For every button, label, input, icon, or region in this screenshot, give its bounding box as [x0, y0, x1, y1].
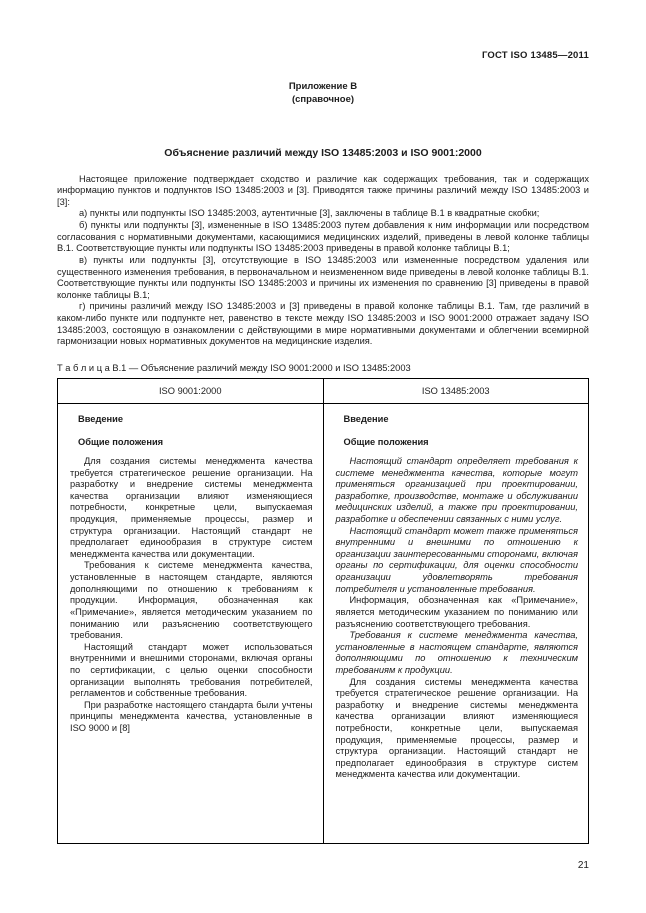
- appendix-heading: [57, 81, 589, 107]
- intro-text: [57, 174, 589, 348]
- intro-paragraph: в) пункты или подпункты [3], отсутствующие в ISO 13485:2003 или измененные посредством удаления или существенного изменения требования, в первоначальном и неизмененном виде приведены в левой колонке таблицы В.1. Соответствующие пункты или подпункты ISO 13485:2003 и причины их изменения по сравнению [3] приведены в правой колонке таблицы В.1;: [57, 254, 589, 300]
- document-code: ГОСТ ISO 13485—2011: [481, 50, 589, 61]
- section-title: Объяснение различий между ISO 13485:2003 и ISO 9001:2000: [164, 146, 482, 159]
- cell-paragraph: Настоящий стандарт может также применяться внутренними и внешними по отношению к организации заинтересованными сторонами, включая органы по сертификации, для оценки способности организации удовлетворять требования потребителя и установленные требования.: [335, 525, 578, 594]
- intro-paragraph: б) пункты или подпункты [3], измененные в ISO 13485:2003 путем добавления к ним информации или посредством согласования с нормативными документами, касающимися медицинских изделий, приведены в левой колонке таблицы В.1. Соответствующие пункты или подпункты ISO 13485:2003 приведены в правой колонке таблицы В.1;: [57, 220, 589, 254]
- cell-paragraph: При разработке настоящего стандарта были учтены принципы менеджмента качества, установленные в ISO 9000 и [8]: [70, 699, 313, 733]
- column-header-iso9001: ISO 9001:2000: [58, 378, 324, 403]
- intro-paragraph: а) пункты или подпункты ISO 13485:2003, аутентичные [3], заключены в таблице В.1 в квадратные скобки;: [79, 208, 540, 219]
- appendix-subtitle: (справочное): [291, 93, 355, 105]
- cell-paragraph: Требования к системе менеджмента качества, установленные в настоящем стандарте, являются дополняющими по отношению к требованиям к продукции. Информация, обозначенная как «Примечание», является методическим указанием по пониманию или разъяснению соответствующего требования.: [70, 560, 313, 641]
- comparison-table: [57, 378, 589, 844]
- cell-paragraph: Для создания системы менеджмента качества требуется стратегическое решение организации. На разработку и внедрение системы менеджмента качества организации влияют изменяющиеся потребности, конкретные цели, выпускаемая продукция, применяемые процессы, размер и структура организации. Настоящий стандарт не предполагает единообразия в структуре систем менеджмента качества или документации.: [70, 455, 313, 559]
- general-heading: Общие положения: [78, 437, 164, 448]
- cell-paragraph: Требования к системе менеджмента качества, установленные в настоящем стандарте, являются дополняющими по отношению к техническим требованиям к продукции.: [335, 630, 578, 675]
- table-body-row: [58, 403, 589, 843]
- cell-paragraph: Для создания системы менеджмента качества требуется стратегическое решение организации. На разработку и внедрение системы менеджмента качества организации влияют изменяющиеся потребности, конкретные цели, выпускаемая продукция, применяемые процессы, размер и структура организации. Настоящий стандарт не предполагает единообразия в структуре систем менеджмента качества или документации.: [335, 676, 578, 780]
- appendix-title: Приложение В: [288, 81, 358, 92]
- page-number: 21: [577, 860, 589, 871]
- table-cell-iso13485: [323, 403, 589, 843]
- cell-paragraph: Настоящий стандарт определяет требования к системе менеджмента качества, которые могут применяться организацией при проектировании, разработке, производстве, монтаже и обслуживании медицинских изделий, а также при проектировании, разработке и обеспечении связанных с ними услуг.: [335, 455, 578, 525]
- general-heading: Общие положения: [343, 437, 429, 448]
- intro-heading: Введение: [343, 413, 389, 424]
- table-header-row: [58, 378, 589, 403]
- intro-heading: Введение: [78, 413, 124, 424]
- intro-paragraph: Настоящее приложение подтверждает сходство и различие как содержащих требования, так и содержащих информацию пунктов и подпунктов ISO 13485:2003 и [3]. Приводятся также причины различий между ISO 13485:2003 и [3]:: [57, 173, 589, 207]
- cell-paragraph: Информация, обозначенная как «Примечание», является методическим указанием по пониманию или разъяснению соответствующего требования.: [335, 595, 578, 629]
- column-header-iso13485: ISO 13485:2003: [323, 378, 589, 403]
- intro-paragraph: г) причины различий между ISO 13485:2003 и [3] приведены в правой колонке таблицы В.1. Там, где различий в каком-либо пункте или подпункте нет, равенство в тексте между ISO 13485:2003 и ISO 9001:2000 отражает задачу ISO 13485:2003, состоящую в ознакомлении с действующими в мире нормативными документами и облегчении всемирной гармонизации новых нормативных документов на медицинские изделия.: [57, 301, 589, 347]
- table-cell-iso9001: [58, 403, 324, 843]
- table-caption: Т а б л и ц а В.1 — Объяснение различий между ISO 9001:2000 и ISO 13485:2003: [57, 362, 411, 373]
- cell-paragraph: Настоящий стандарт может использоваться внутренними и внешними сторонами, включая органы по сертификации, с целью оценки способности организации выполнять требования потребителей, регламентов и собственные требования.: [70, 641, 313, 699]
